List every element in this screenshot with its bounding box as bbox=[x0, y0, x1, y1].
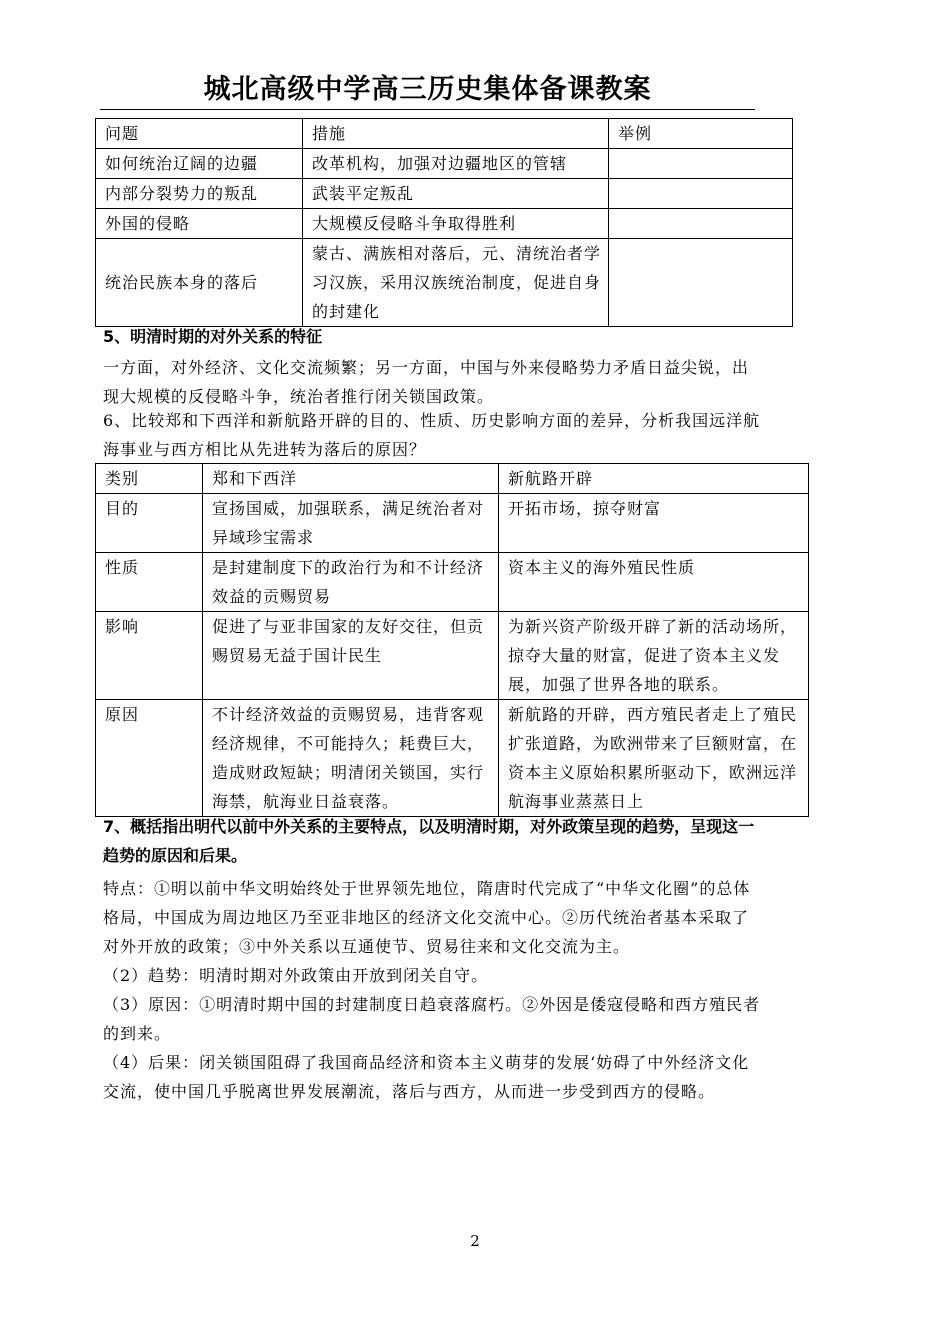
table-cell: 是封建制度下的政治行为和不计经济效益的贡赐贸易 bbox=[203, 553, 499, 612]
table-cell: 目的 bbox=[96, 494, 203, 553]
table-cell: 内部分裂势力的叛乱 bbox=[96, 179, 303, 209]
table-cell: 武装平定叛乱 bbox=[303, 179, 609, 209]
table-cell: 宣扬国威，加强联系，满足统治者对异域珍宝需求 bbox=[203, 494, 499, 553]
table-cell bbox=[609, 149, 793, 179]
table-cell: 新航路的开辟，西方殖民者走上了殖民扩张道路，为欧洲带来了巨额财富，在资本主义原始积累所驱动下，欧洲远洋航海事业蒸蒸日上 bbox=[499, 700, 809, 817]
table-header-cell: 类别 bbox=[96, 464, 203, 494]
table-cell: 如何统治辽阔的边疆 bbox=[96, 149, 303, 179]
table-cell: 外国的侵略 bbox=[96, 209, 303, 239]
page-number: 2 bbox=[470, 1232, 480, 1250]
section-7 bbox=[103, 812, 763, 1106]
table-row bbox=[96, 612, 809, 700]
table-row bbox=[96, 700, 809, 817]
table-cell bbox=[609, 209, 793, 239]
table-header-cell: 举例 bbox=[609, 119, 793, 149]
table-cell: 不计经济效益的贡赐贸易，违背客观经济规律，不可能持久；耗费巨大，造成财政短缺；明清闭关锁国，实行海禁，航海业日益衰落。 bbox=[203, 700, 499, 817]
table-cell: 为新兴资产阶级开辟了新的活动场所，掠夺大量的财富，促进了资本主义发展，加强了世界各地的联系。 bbox=[499, 612, 809, 700]
table-header-row bbox=[96, 119, 793, 149]
table-cell: 大规模反侵略斗争取得胜利 bbox=[303, 209, 609, 239]
table-header-cell: 措施 bbox=[303, 119, 609, 149]
table-row bbox=[96, 239, 793, 327]
table-row bbox=[96, 179, 793, 209]
header-divider bbox=[100, 109, 755, 110]
measures-table bbox=[95, 118, 793, 327]
table-cell: 统治民族本身的落后 bbox=[96, 239, 303, 327]
section-paragraph: （4）后果：闭关锁国阻碍了我国商品经济和资本主义萌芽的发展‘妨碍了中外经济文化交流，使中国几乎脱离世界发展潮流，落后与西方，从而进一步受到西方的侵略。 bbox=[103, 1053, 750, 1101]
table-cell bbox=[609, 179, 793, 209]
section-body: 一方面，对外经济、文化交流频繁；另一方面，中国与外来侵略势力矛盾日益尖锐，出现大规模的反侵略斗争，统治者推行闭关锁国政策。 bbox=[103, 358, 750, 406]
table-cell: 促进了与亚非国家的友好交往，但贡赐贸易无益于国计民生 bbox=[203, 612, 499, 700]
table-header-row bbox=[96, 464, 809, 494]
section-5 bbox=[103, 322, 763, 411]
table-cell: 影响 bbox=[96, 612, 203, 700]
table-cell: 开拓市场，掠夺财富 bbox=[499, 494, 809, 553]
table-cell bbox=[609, 239, 793, 327]
section-paragraph: （3）原因：①明清时期中国的封建制度日趋衰落腐朽。②外因是倭寇侵略和西方殖民者的到来。 bbox=[103, 995, 761, 1043]
table-header-cell: 问题 bbox=[96, 119, 303, 149]
table-cell: 原因 bbox=[96, 700, 203, 817]
table-row bbox=[96, 553, 809, 612]
table-row bbox=[96, 209, 793, 239]
table-row bbox=[96, 494, 809, 553]
section-heading: 5、明清时期的对外关系的特征 bbox=[103, 327, 323, 346]
table-row bbox=[96, 149, 793, 179]
table-cell: 性质 bbox=[96, 553, 203, 612]
page-title: 城北高级中学高三历史集体备课教案 bbox=[203, 74, 652, 105]
table-cell: 资本主义的海外殖民性质 bbox=[499, 553, 809, 612]
table-header-cell: 郑和下西洋 bbox=[203, 464, 499, 494]
table-cell: 蒙古、满族相对落后，元、清统治者学习汉族，采用汉族统治制度，促进自身的封建化 bbox=[303, 239, 609, 327]
section-paragraph: 特点：①明以前中华文明始终处于世界领先地位，隋唐时代完成了“中华文化圈”的总体格局，中国成为周边地区乃至亚非地区的经济文化交流中心。②历代统治者基本采取了对外开放的政策；③中外关系以互通使节、贸易往来和文化交流为主。 bbox=[103, 879, 751, 956]
section-6-question: 6、比较郑和下西洋和新航路开辟的目的、性质、历史影响方面的差异，分析我国远洋航海事业与西方相比从先进转为落后的原因？ bbox=[103, 411, 761, 459]
comparison-table bbox=[95, 463, 809, 817]
table-cell: 改革机构，加强对边疆地区的管辖 bbox=[303, 149, 609, 179]
section-paragraph: （2）趋势：明清时期对外政策由开放到闭关自守。 bbox=[103, 966, 489, 985]
section-heading: 7、概括指出明代以前中外关系的主要特点，以及明清时期，对外政策呈现的趋势，呈现这一趋势的原因和后果。 bbox=[103, 817, 755, 865]
table-header-cell: 新航路开辟 bbox=[499, 464, 809, 494]
